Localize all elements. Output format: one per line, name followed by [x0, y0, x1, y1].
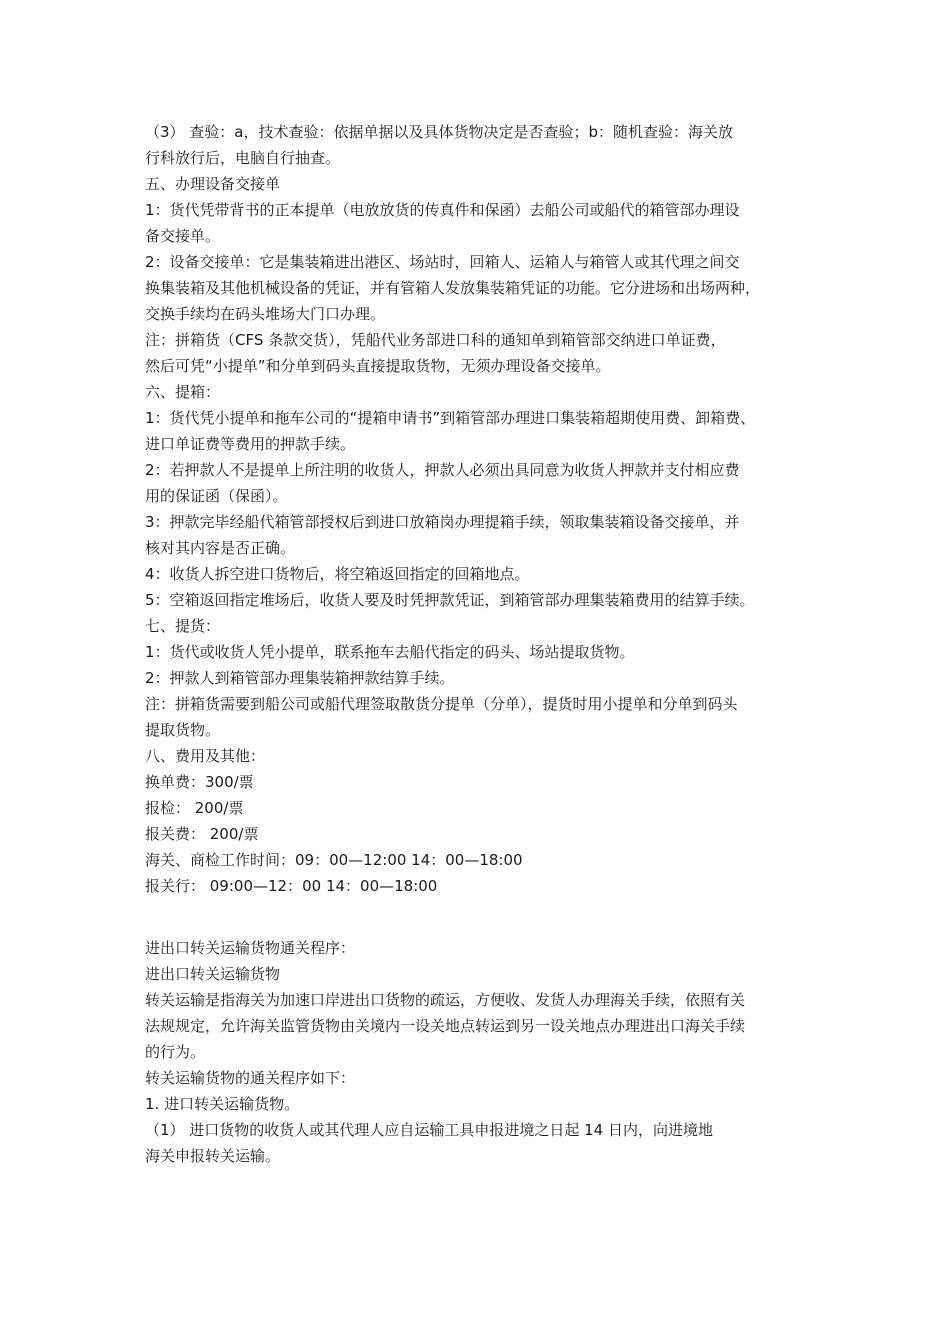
text-line: 2：设备交接单：它是集装箱进出港区、场站时，回箱人、运箱人与箱管人或其代理之间交: [145, 253, 740, 271]
text-line: 5：空箱返回指定堆场后，收货人要及时凭押款凭证，到箱管部办理集装箱费用的结算手续。: [145, 591, 755, 609]
text-line: 换单费：300/票: [145, 773, 254, 791]
text-line: 2：押款人到箱管部办理集装箱押款结算手续。: [145, 669, 455, 687]
text-line: 进出口转关运输货物: [145, 965, 281, 983]
text-line: 备交接单。: [145, 227, 221, 245]
text-line: 3：押款完毕经船代箱管部授权后到进口放箱岗办理提箱手续，领取集装箱设备交接单，并: [145, 513, 740, 531]
text-line: 1. 进口转关运输货物。: [145, 1095, 300, 1113]
text-line: 六、提箱：: [145, 383, 221, 401]
text-line: 法规规定，允许海关监管货物由关境内一设关地点转运到另一设关地点办理进出口海关手续: [145, 1017, 746, 1035]
text-line: 的行为。: [145, 1043, 206, 1061]
text-line: 八、费用及其他：: [145, 747, 266, 765]
text-line: 海关、商检工作时间：09：00—12:00 14：00—18:00: [145, 851, 523, 869]
text-line: 七、提货：: [145, 617, 221, 635]
text-line: （3） 查验：a，技术查验：依据单据以及具体货物决定是否查验；b：随机查验：海关放: [145, 123, 734, 141]
text-line: 注：拼箱货需要到船公司或船代理签取散货分提单（分单），提货时用小提单和分单到码头: [145, 695, 738, 713]
text-line: 4：收货人拆空进口货物后，将空箱返回指定的回箱地点。: [145, 565, 530, 583]
text-line: 2：若押款人不是提单上所注明的收货人，押款人必须出具同意为收货人押款并支付相应费: [145, 461, 740, 479]
text-line: 1：货代凭带背书的正本提单（电放放货的传真件和保函）去船公司或船代的箱管部办理设: [145, 201, 740, 219]
text-line: 行科放行后，电脑自行抽查。: [145, 149, 341, 167]
text-line: 转关运输货物的通关程序如下：: [145, 1069, 356, 1087]
text-line: 交换手续均在码头堆场大门口办理。: [145, 305, 386, 323]
text-line: 进口单证费等费用的押款手续。: [145, 435, 356, 453]
text-line: 提取货物。: [145, 721, 221, 739]
text-line: 报检： 200/票: [145, 799, 244, 817]
text-line: 注：拼箱货（CFS 条款交货），凭船代业务部进口科的通知单到箱管部交纳进口单证费，: [145, 331, 726, 349]
text-line: 1：货代或收货人凭小提单，联系拖车去船代指定的码头、场站提取货物。: [145, 643, 635, 661]
text-line: 五、办理设备交接单: [145, 175, 281, 193]
text-line: 转关运输是指海关为加速口岸进出口货物的疏运，方便收、发货人办理海关手续，依照有关: [145, 991, 746, 1009]
text-line: 核对其内容是否正确。: [145, 539, 296, 557]
text-line: 1：货代凭小提单和拖车公司的“提箱申请书”到箱管部办理进口集装箱超期使用费、卸箱费、: [145, 409, 756, 427]
text-line: 进出口转关运输货物通关程序：: [145, 939, 356, 957]
text-line: 用的保证函（保函）。: [145, 487, 288, 505]
text-line: 海关申报转关运输。: [145, 1147, 281, 1165]
text-line: 然后可凭“小提单”和分单到码头直接提取货物，无须办理设备交接单。: [145, 357, 611, 375]
text-line: （1） 进口货物的收货人或其代理人应自运输工具申报进境之日起 14 日内，向进境地: [145, 1121, 713, 1139]
text-line: 换集装箱及其他机械设备的凭证，并有管箱人发放集装箱凭证的功能。它分进场和出场两种，: [145, 279, 761, 297]
text-line: 报关行： 09:00—12：00 14：00—18:00: [145, 877, 438, 895]
text-line: 报关费： 200/票: [145, 825, 259, 843]
